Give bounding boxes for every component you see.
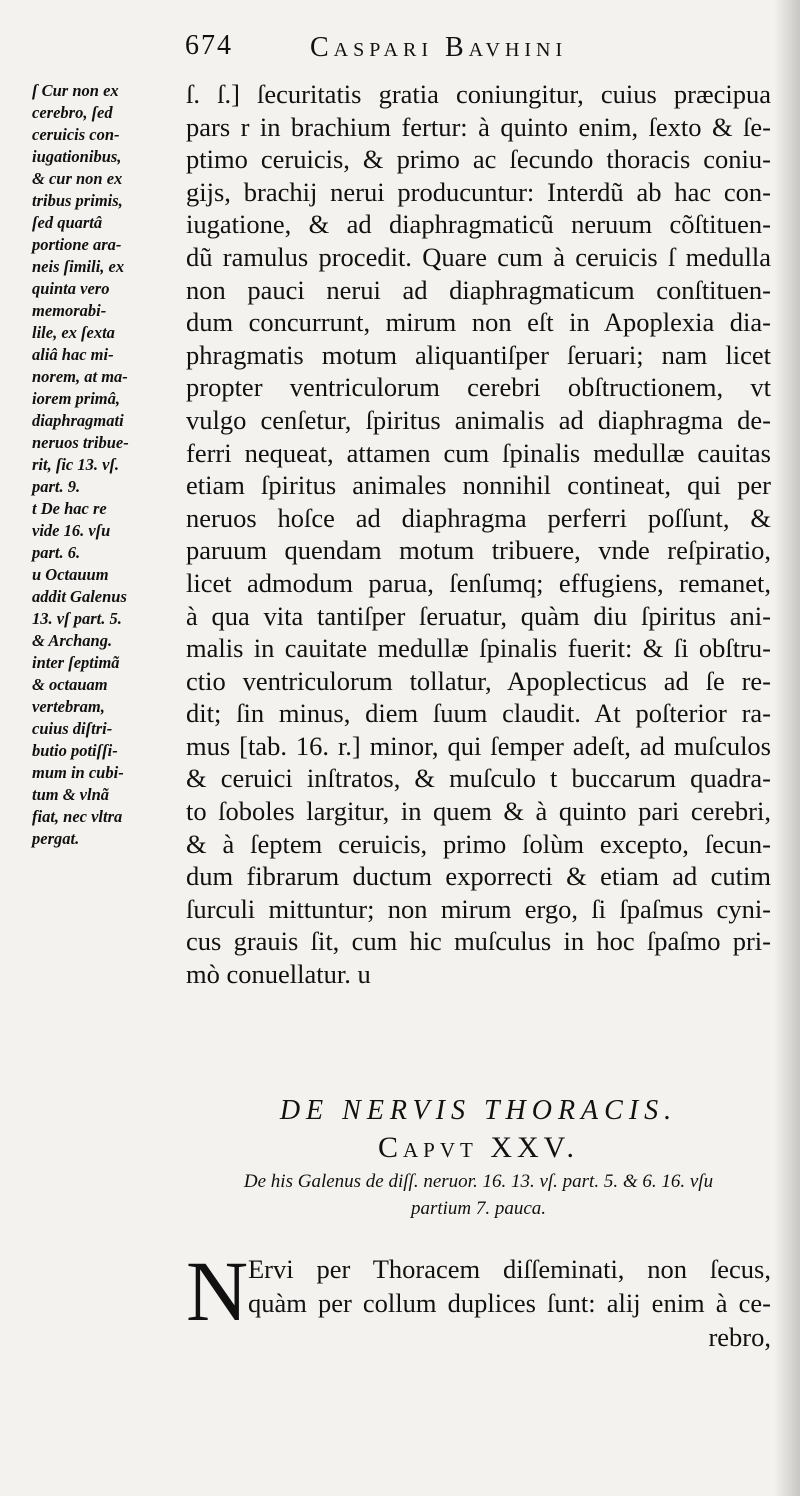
text-line: dum fibrarum ductum exporrecti & etiam ad cutim bbox=[186, 861, 771, 892]
text-line: ſurculi mittuntur; non mirum ergo, ſi ſpaſmus cyni- bbox=[186, 893, 771, 924]
text-line: neruos hoſce ad diaphragma perferri poſſunt, & bbox=[186, 502, 771, 533]
margin-note-line: norem, at ma- bbox=[32, 367, 128, 386]
margin-note-line: addit Galenus bbox=[32, 587, 127, 606]
text-line: dit; ſin minus, diem ſuum claudit. At poſterior ra- bbox=[186, 698, 771, 729]
text-line: dũ ramulus procedit. Quare cum à ceruicis ſ medulla bbox=[186, 241, 771, 272]
text-line: & à ſeptem ceruicis, primo ſolùm excepto, ſecun- bbox=[186, 828, 771, 859]
margin-note-line: part. 9. bbox=[32, 477, 81, 496]
text-line: ctio ventriculorum tollatur, Apoplecticus ad ſe re- bbox=[186, 665, 771, 696]
margin-note-line: iorem primâ, bbox=[32, 389, 121, 408]
margin-note-line: mum in cubi- bbox=[32, 763, 124, 782]
margin-note-line: ſed quartâ bbox=[32, 213, 103, 232]
margin-note-line: u Octauum bbox=[32, 565, 109, 584]
margin-note-line: vertebram, bbox=[32, 697, 105, 716]
text-line: rebro, bbox=[708, 1322, 771, 1352]
margin-note-line: neis ſimili, ex bbox=[32, 257, 125, 276]
text-line: ſ. ſ.] ſecuritatis gratia coniungitur, cuius præcipua bbox=[186, 79, 771, 109]
chapter-number: Capvt XXV. bbox=[378, 1131, 579, 1164]
running-head: Caspari Bavhini bbox=[310, 32, 568, 63]
page-edge-shadow bbox=[774, 0, 800, 1496]
text-line: paruum quendam motum tribuere, vnde reſpiratio, bbox=[186, 535, 771, 566]
margin-note-line: lile, ex ſexta bbox=[32, 323, 115, 342]
text-line: to ſoboles largitur, in quem & à quinto pari cerebri, bbox=[186, 796, 771, 827]
text-line: & ceruici inſtratos, & muſculo t buccarum quadra- bbox=[186, 763, 771, 794]
text-line: ptimo ceruicis, & primo ac ſecundo thoracis coniu- bbox=[186, 144, 771, 175]
text-line: phragmatis motum aliquantiſper ſeruari; nam licet bbox=[186, 339, 771, 370]
margin-note-line: & cur non ex bbox=[32, 169, 123, 188]
margin-note-line: aliâ hac mi- bbox=[32, 345, 114, 364]
text-line: non pauci nerui ad diaphragmaticum conſtituen- bbox=[186, 274, 771, 305]
page-number: 674 bbox=[185, 30, 233, 61]
drop-cap: N bbox=[186, 1243, 249, 1339]
margin-note-line: tum & vlnã bbox=[32, 785, 110, 804]
chapter-heading bbox=[186, 1094, 771, 1222]
text-line: gijs, brachij nerui producuntur: Interdũ ab hac con- bbox=[186, 176, 771, 207]
text-line: quàm per collum duplices ſunt: alij enim à ce- bbox=[248, 1288, 771, 1318]
margin-note-line: vide 16. vſu bbox=[32, 521, 111, 540]
margin-note-line: cuius diſtri- bbox=[32, 719, 113, 738]
margin-note-line: diaphragmati bbox=[32, 411, 124, 430]
margin-note-line: t De hac re bbox=[32, 499, 107, 518]
margin-note-line: inter ſeptimã bbox=[32, 653, 120, 672]
margin-note-line: pergat. bbox=[32, 829, 80, 848]
text-line: ferri nequeat, attamen cum ſpinalis medullæ cauitas bbox=[186, 437, 771, 468]
text-line: iugatione, & ad diaphragmaticũ neruum cõſtituen- bbox=[186, 209, 771, 240]
text-line: propter ventriculorum cerebri obſtructionem, vt bbox=[186, 372, 771, 403]
margin-note-line: portione ara- bbox=[32, 235, 122, 254]
margin-note-line: & Archang. bbox=[32, 631, 113, 650]
margin-note-line: butio potiſſi- bbox=[32, 741, 118, 760]
chapter-subtitle-line-1: De his Galenus de diſſ. neruor. 16. 13. vſ. part. 5. & 6. 16. vſu bbox=[243, 1171, 714, 1192]
margin-note-line: cerebro, ſed bbox=[32, 103, 113, 122]
text-line: malis in cauitate medullæ ſpinalis fuerit: & ſi obſtru- bbox=[186, 633, 771, 664]
margin-note-line: tribus primis, bbox=[32, 191, 123, 210]
text-line: à qua vita tantiſper ſeruatur, quàm diu ſpiritus ani- bbox=[186, 600, 771, 631]
text-line: vulgo cenſetur, ſpiritus animalis ad diaphragma de- bbox=[186, 404, 771, 435]
margin-note-line: ceruicis con- bbox=[32, 125, 120, 144]
margin-note-line: & octauam bbox=[32, 675, 108, 694]
page-header bbox=[185, 30, 785, 70]
chapter-opening-paragraph bbox=[186, 1243, 771, 1354]
margin-note-line: quinta vero bbox=[32, 279, 110, 298]
chapter-title: DE NERVIS THORACIS. bbox=[279, 1095, 678, 1126]
text-line: dum concurrunt, mirum non eſt in Apoplexia dia- bbox=[186, 307, 771, 338]
margin-note-line: 13. vſ part. 5. bbox=[32, 609, 122, 628]
margin-notes bbox=[32, 80, 182, 850]
text-line: mus [tab. 16. r.] minor, qui ſemper adeſt, ad muſculos bbox=[186, 730, 771, 761]
margin-note-line: rit, ſic 13. vſ. bbox=[32, 455, 120, 474]
main-text bbox=[186, 78, 771, 991]
margin-note-line: iugationibus, bbox=[32, 147, 122, 166]
text-line: cus grauis ſit, cum hic muſculus in hoc ſpaſmo pri- bbox=[186, 926, 771, 957]
margin-note-line: memorabi- bbox=[32, 301, 107, 320]
text-line: etiam ſpiritus animales nonnihil contineat, qui per bbox=[186, 470, 771, 501]
text-line: licet admodum parua, ſenſumq; effugiens, remanet, bbox=[186, 567, 771, 598]
text-line: mò conuellatur. u bbox=[186, 959, 371, 990]
text-line: Ervi per Thoracem diſſeminati, non ſecus, bbox=[248, 1254, 771, 1284]
margin-note-line: neruos tribue- bbox=[32, 433, 129, 452]
margin-note-line: ſ Cur non ex bbox=[32, 81, 119, 100]
text-line: pars r in brachium fertur: à quinto enim, ſexto & ſe- bbox=[186, 111, 771, 142]
margin-note-line: fiat, nec vltra bbox=[32, 807, 123, 826]
chapter-subtitle-line-2: partium 7. pauca. bbox=[410, 1198, 547, 1219]
margin-note-line: part. 6. bbox=[32, 543, 81, 562]
